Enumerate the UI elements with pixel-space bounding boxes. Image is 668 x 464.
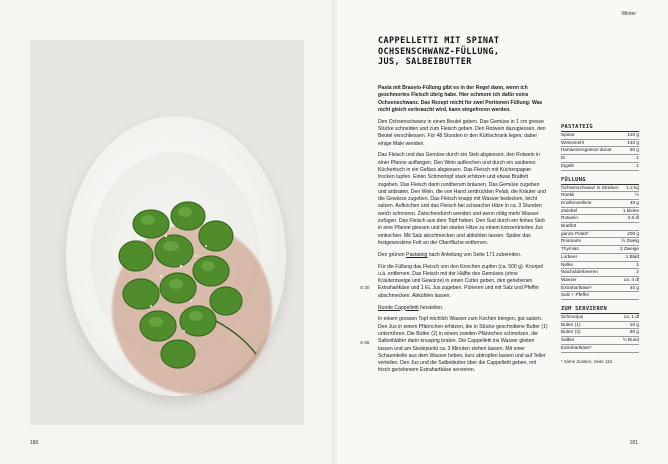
ingredient-row: [561, 337, 639, 345]
ingredient-row: [561, 277, 639, 285]
ingredient-name: Knollensellerie: [561, 199, 592, 205]
shape-step: Runde Cappelletti herstellen.: [378, 304, 444, 311]
page-number-left: 180: [30, 440, 39, 446]
ingredient-name: Spinat: [561, 132, 575, 137]
ingredient-quantity: 80 g: [629, 329, 639, 335]
ingredient-name: Butter (2): [561, 329, 581, 335]
ingredient-quantity: ca. 1 dl: [623, 314, 639, 320]
filling-paragraph: Für die Füllung das Fleisch von den Knochen zupfen (ca. 500 g). Knorpel u.ä. entfernen. Das Fleisch mit der Hälfte des Gemüses (ohne Kräuterzweige und Gewürze) in einen Cutter geben, den geriebenen Extrahartkäse und 1 EL Jus zugeben. Pürieren und mit Salz und Pfeffer abschmecken. Abkühlen lassen.: [378, 263, 544, 299]
ingredient-quantity: 1: [636, 155, 639, 161]
ingredient-name: Salz + Pfeffer: [561, 292, 590, 298]
plate: [66, 116, 286, 396]
ingredient-row: [561, 285, 639, 293]
ingredient-row: [561, 140, 639, 148]
ingredient-quantity: 1: [636, 261, 639, 267]
method-paragraph: Den Ochsenschwanz in einen Beutel geben. Das Gemüse in 1 cm grosse Stücke schneiden und zum Fleisch geben. Den Rotwein dazugiessen, den Beutel verschliessen. Für 48 Stunden in den Kühlschrank legen, dabei einige Male wenden.: [378, 118, 546, 147]
page-ref-marker: S 20: [360, 285, 370, 290]
ingredient-quantity: ca. 4 dl: [623, 276, 639, 282]
recipe-body: [378, 85, 548, 379]
ingredient-quantity: 40 g: [629, 199, 639, 205]
ingredient-name: ganze Pelati*: [561, 230, 589, 236]
ingredient-row: [561, 322, 639, 330]
ingredient-row: [561, 254, 639, 262]
ingredient-row: [561, 262, 639, 270]
ingredient-quantity: ½ Bund: [622, 337, 639, 343]
cappelletti-link[interactable]: Runde Cappelletti: [378, 304, 419, 311]
ingredient-row: [561, 223, 639, 231]
ingredient-quantity: 1.2 kg: [626, 184, 639, 190]
ingredient-name: Lorbeer: [561, 253, 578, 259]
page-ref-marker: S 66: [360, 340, 370, 345]
ingredient-name: Eigelb: [561, 162, 575, 168]
ingredient-name: Wasser: [561, 276, 577, 282]
title-line: OCHSENSCHWANZ-FÜLLUNG,: [378, 46, 500, 57]
ingredient-quantity: ½ Zweig: [621, 238, 639, 244]
ingredient-row: [561, 215, 639, 223]
recipe-intro: Pasta mit Braseto-Füllung gibt es in der Regel dann, wenn ich geschmortes Fleisch übrig habe. Hier schmore ich dafür extra Ochsenschwanz. Das Rezept reicht für zwei Portionen Füllung: Was nicht gleich verbraucht wird, kann eingefroren werden.: [378, 85, 543, 113]
ingredient-row: [561, 132, 639, 140]
ingredient-name: Nelke: [561, 261, 573, 267]
ingredient-quantity: 1 Blatt: [625, 253, 639, 259]
method-paragraph: Das Fleisch und das Gemüse durch ein Sieb abgiessen, den Rotwein in einer Pfanne auffangen. Den Wein aufkochen und durch ein sauberes Küchentuch in ein Gefäss abgiessen. Das Fleisch mit Küchenpapier trocken tupfen. Einen Schmortopf stark erhitzen und etwas Bratfett zugeben. Das Fleisch darin rundherum bräunen. Das Gemüse zugeben und anbraten. Den Wein, die von Hand zerdrückten Pelati, die Kräuter und die Gewürze zugeben. Das Fleisch knapp mit Wasser bedecken, leicht salzen. Aufkochen und das Fleisch bei schwacher Hitze in ca. 3 Stunden weich schmoren. Zwischendurch wenden und wenn nötig mehr Wasser zufügen. Das Fleisch aus dem Topf heben. Den Sud durch ein feines Sieb in eine Pfanne giessen und bei starker Hitze zu einem konzentrierten Jus einkochen. Mit Salz abschmecken und abkühlen lassen. Später das festgewordene Fett an der Oberfläche entfernen.: [378, 152, 546, 246]
ingredient-name: Rotwein: [561, 215, 578, 221]
ingredient-quantity: 2: [636, 269, 639, 275]
ingredient-quantity: 20 g: [629, 321, 639, 327]
ingredient-name: Rosmarin: [561, 238, 582, 244]
ingredient-name: Weissmehl: [561, 139, 584, 145]
pasta-step: Den grünen Pastateig nach Anleitung von Seite 171 zubereiten.: [378, 251, 522, 258]
ingredient-section-title: FÜLLUNG: [561, 177, 639, 185]
ingredient-section: [561, 177, 639, 301]
ingredient-name: Salbei: [561, 337, 575, 343]
ingredient-row: [561, 200, 639, 208]
ingredient-quantity: 3.5 dl: [627, 215, 639, 221]
ingredient-quantity: 120 g: [627, 132, 639, 137]
ingredient-name: Thymian: [561, 246, 579, 252]
dish-photo: [30, 40, 304, 425]
ingredient-quantity: 1: [636, 162, 639, 168]
ingredients-sidebar: [561, 124, 639, 365]
ingredient-row: [561, 147, 639, 155]
ingredient-row: [561, 345, 639, 353]
ingredient-name: Extrahartkäse*: [561, 344, 592, 350]
ingredient-row: [561, 185, 639, 193]
ingredient-quantity: 140 g: [627, 139, 639, 145]
ingredient-row: [561, 238, 639, 246]
book-gutter: [332, 0, 338, 464]
ingredient-section-title: ZUM SERVIEREN: [561, 306, 639, 314]
ingredient-quantity: ½: [635, 192, 639, 198]
recipe-title: [378, 36, 568, 68]
ingredient-row: [561, 314, 639, 322]
ingredient-quantity: 60 g: [629, 147, 639, 153]
ingredient-row: [561, 292, 639, 300]
ingredients-footnote: * Siehe Zutaten, Seite 115.: [561, 358, 614, 364]
ingredient-quantity: 200 g: [627, 230, 639, 236]
title-line: JUS, SALBEIBUTTER: [378, 57, 472, 67]
ingredient-name: Hartweizengriess/-dunst: [561, 147, 612, 153]
ingredient-row: [561, 163, 639, 171]
ingredient-section: [561, 306, 639, 353]
ingredient-row: [561, 208, 639, 216]
ingredient-name: Zwiebel: [561, 207, 578, 213]
ingredient-name: Rüebli: [561, 192, 575, 198]
ingredient-quantity: 2 Zweige: [619, 246, 639, 252]
ingredient-name: Ei: [561, 155, 566, 161]
ingredient-section: [561, 124, 639, 171]
section-header: Winter: [621, 11, 636, 17]
pastateig-link[interactable]: Pastateig: [406, 251, 428, 258]
ingredient-name: Wacholderbeeren: [561, 269, 598, 275]
ingredient-name: Schmorjus: [561, 314, 584, 320]
ingredient-name: Ochsenschwanz in Stücken: [561, 184, 619, 190]
ingredient-row: [561, 246, 639, 254]
cappelletti-illustration: [66, 116, 286, 396]
ingredient-row: [561, 192, 639, 200]
page-number-right: 181: [629, 440, 638, 446]
ingredient-quantity: 40 g: [629, 284, 639, 290]
ingredient-section-title: PASTATEIG: [561, 124, 639, 132]
ingredient-name: Bratfett: [561, 223, 577, 229]
ingredient-row: [561, 269, 639, 277]
ingredient-quantity: 1 kleine: [622, 207, 639, 213]
title-line: CAPPELLETTI MIT SPINAT: [378, 36, 500, 46]
ingredient-name: Extrahartkäse*: [561, 284, 592, 290]
ingredient-name: Butter (1): [561, 321, 581, 327]
ingredient-row: [561, 155, 639, 163]
final-paragraph: In einem grossen Topf reichlich Wasser zum Kochen bringen, gut salzen. Den Jus in einem Pfännchen erhitzen, die in Stücke geschnittene Butter (1) unterrühren. Die Butter (2) in einem zweiten Pfännchen schmelzen, die Salbeiblätter darin knusprig braten. Die Cappelletti ins Wasser gleiten lassen und am Siedepunkt ca. 3 Minuten ziehen lassen. Mit einer Schaumkelle aus dem Wasser heben, kurz abtropfen lassen und auf Teller verteilen. Den Jus und die Salbeibutter über die Cappelletti geben, mit frisch geriebenem Extrahartkäse servieren.: [378, 316, 548, 374]
